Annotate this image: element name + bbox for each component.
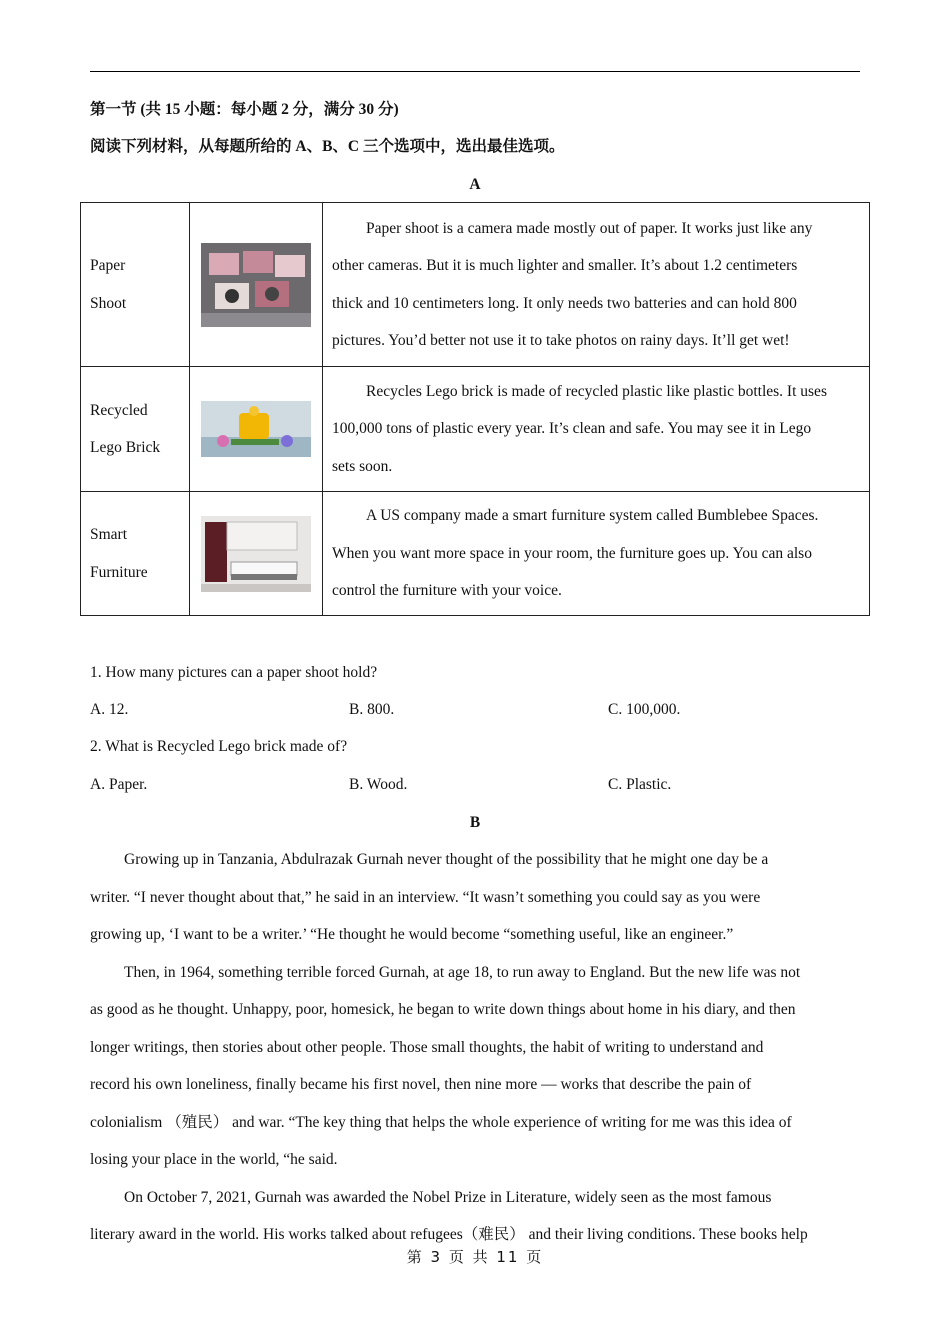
passage-line: record his own loneliness, finally became his first novel, then nine more — works that describe the pain of [90,1076,752,1093]
product-description-line: sets soon. [332,457,393,475]
passage-line: Growing up in Tanzania, Abdulrazak Gurnah never thought of the possibility that he might one day be a [124,851,769,868]
passage-line: losing your place in the world, “he said. [90,1151,338,1168]
option-a: A. Paper. [90,776,148,793]
product-description-line: thick and 10 centimeters long. It only needs two batteries and can hold 800 [332,294,797,312]
product-description-line: control the furniture with your voice. [332,582,562,600]
option-b: B. 800. [349,701,395,718]
paper-cameras-photo [201,243,311,327]
option-c: C. Plastic. [608,776,672,793]
passage-line: colonialism （殖民） and war. “The key thing that helps the whole experience of writing for me was this idea of [90,1113,792,1131]
product-name: Recycled [90,401,148,419]
part-a-heading: A [469,176,481,193]
header-rule [90,71,860,72]
product-name: Furniture [90,563,148,581]
section-title: 第一节 (共 15 小题：每小题 2 分，满分 30 分) [90,101,399,118]
passage-line: writer. “I never thought about that,” he said in an interview. “It wasn’t something you could say as you were [90,888,761,906]
product-description-line: other cameras. But it is much lighter and smaller. It’s about 1.2 centimeters [332,257,798,274]
product-name: Lego Brick [90,439,161,456]
question-2: 2. What is Recycled Lego brick made of? [90,738,348,755]
product-description-line: Paper shoot is a camera made mostly out of paper. It works just like any [366,219,813,237]
passage-line: literary award in the world. His works talked about refugees（难民） and their living conditions. These books help [90,1226,808,1243]
products-table [80,202,870,616]
option-b: B. Wood. [349,776,408,793]
passage-b [90,841,870,1254]
passage-line: longer writings, then stories about other people. Those small thoughts, the habit of writing to understand and [90,1038,764,1056]
option-c: C. 100,000. [608,701,681,718]
product-description-line: pictures. You’d better not use it to take photos on rainy days. It’ll get wet! [332,332,790,349]
lego-brick-photo [201,401,311,457]
product-description-line: 100,000 tons of plastic every year. It’s clean and safe. You may see it in Lego [332,420,812,438]
smart-furniture-photo [201,516,311,592]
product-description-line: Recycles Lego brick is made of recycled plastic like plastic bottles. It uses [366,382,827,400]
question-1: 1. How many pictures can a paper shoot hold? [90,664,378,681]
passage-line: Then, in 1964, something terrible forced Gurnah, at age 18, to run away to England. But the new life was not [124,963,801,981]
table-row [81,367,870,492]
product-description-line: When you want more space in your room, the furniture goes up. You can also [332,544,812,562]
product-description-line: A US company made a smart furniture system called Bumblebee Spaces. [366,507,819,525]
instruction: 阅读下列材料，从每题所给的 A、B、C 三个选项中，选出最佳选项。 [90,138,565,155]
page-footer: 第 3 页 共 11 页 [406,1248,544,1266]
product-name: Smart [90,526,128,543]
passage-line: On October 7, 2021, Gurnah was awarded the Nobel Prize in Literature, widely seen as the most famous [124,1188,772,1206]
passage-line: growing up, ‘I want to be a writer.’ “He thought he would become “something useful, like an engineer.” [90,926,734,943]
product-name: Paper [90,257,126,274]
table-row [81,492,870,616]
part-b-heading: B [469,814,481,831]
product-name: Shoot [90,294,127,312]
option-a: A. 12. [90,701,129,718]
table-row [81,203,870,367]
passage-line: as good as he thought. Unhappy, poor, homesick, he began to write down things about home in his diary, and then [90,1001,796,1018]
